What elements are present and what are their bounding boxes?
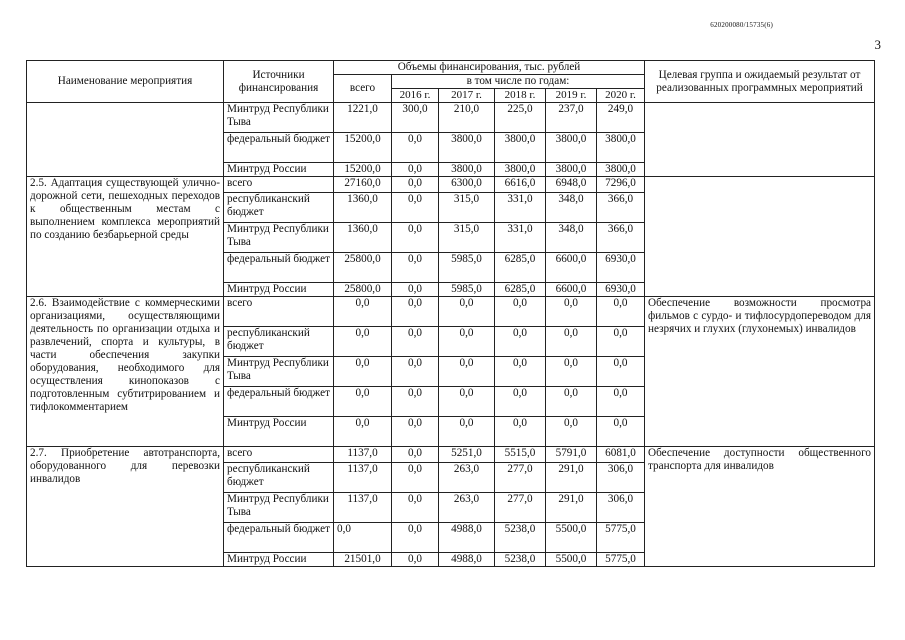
header-source: Источники финансирования [224,61,334,103]
amount-2017: 0,0 [439,417,495,447]
funding-source: Минтруд Республики Тыва [224,357,334,387]
amount-2019: 5791,0 [546,447,597,463]
amount-2018: 6285,0 [495,253,546,283]
amount-2019: 3800,0 [546,163,597,177]
funding-source: всего [224,177,334,193]
amount-2018: 3800,0 [495,133,546,163]
amount-2017: 5985,0 [439,253,495,283]
amount-total: 0,0 [334,327,392,357]
amount-2019: 3800,0 [546,133,597,163]
funding-source: федеральный бюджет [224,253,334,283]
header-year-2016: 2016 г. [392,89,439,103]
funding-source: Минтруд России [224,163,334,177]
amount-2020: 306,0 [597,463,645,493]
amount-2016: 0,0 [392,387,439,417]
funding-source: Минтруд Республики Тыва [224,493,334,523]
amount-2018: 6285,0 [495,283,546,297]
amount-total: 27160,0 [334,177,392,193]
amount-2020: 0,0 [597,357,645,387]
amount-2020: 0,0 [597,387,645,417]
table-header [27,61,875,103]
amount-2017: 4988,0 [439,553,495,567]
amount-total: 1221,0 [334,103,392,133]
document-id: 620200080/15735(6) [710,21,773,29]
amount-total: 0,0 [334,417,392,447]
amount-2018: 331,0 [495,193,546,223]
activity-name: 2.5. Адаптация существующей улично-дорожной сети, пешеходных переходов к общественным местам с выполнением комплекса мероприятий по созданию безбарьерной среды [27,177,224,297]
header-year-2020: 2020 г. [597,89,645,103]
target-result: Обеспечение доступности общественного транспорта для инвалидов [645,447,875,567]
table-row [27,177,875,193]
amount-2017: 263,0 [439,493,495,523]
amount-2017: 315,0 [439,193,495,223]
amount-2017: 6300,0 [439,177,495,193]
funding-source: республиканский бюджет [224,193,334,223]
amount-total: 25800,0 [334,283,392,297]
amount-total: 1137,0 [334,493,392,523]
amount-2016: 0,0 [392,327,439,357]
amount-2019: 0,0 [546,327,597,357]
funding-source: республиканский бюджет [224,463,334,493]
header-by-years: в том числе по годам: [392,75,645,89]
amount-total: 25800,0 [334,253,392,283]
amount-2020: 6081,0 [597,447,645,463]
header-name: Наименование мероприятия [27,61,224,103]
header-year-2019: 2019 г. [546,89,597,103]
funding-source: всего [224,447,334,463]
amount-2020: 0,0 [597,327,645,357]
activity-name: 2.7. Приобретение автотранспорта, оборудованного для перевозки инвалидов [27,447,224,567]
amount-2019: 237,0 [546,103,597,133]
table-row [27,103,875,133]
amount-2020: 366,0 [597,193,645,223]
amount-2020: 7296,0 [597,177,645,193]
amount-2018: 0,0 [495,417,546,447]
amount-2016: 0,0 [392,163,439,177]
amount-2018: 5238,0 [495,553,546,567]
amount-total: 1360,0 [334,223,392,253]
amount-2019: 6600,0 [546,283,597,297]
funding-source: республиканский бюджет [224,327,334,357]
amount-2018: 277,0 [495,493,546,523]
amount-total: 1137,0 [334,463,392,493]
amount-2017: 210,0 [439,103,495,133]
amount-2019: 348,0 [546,193,597,223]
amount-2017: 5985,0 [439,283,495,297]
page-number: 3 [874,37,881,52]
amount-2019: 291,0 [546,493,597,523]
funding-source: федеральный бюджет [224,133,334,163]
amount-total: 0,0 [334,357,392,387]
funding-source: Минтруд России [224,417,334,447]
amount-2016: 0,0 [392,523,439,553]
amount-2016: 0,0 [392,177,439,193]
header-total: всего [334,75,392,103]
funding-source: федеральный бюджет [224,523,334,553]
amount-total: 1137,0 [334,447,392,463]
funding-source: всего [224,297,334,327]
amount-2016: 0,0 [392,133,439,163]
amount-2020: 0,0 [597,417,645,447]
header-year-2018: 2018 г. [495,89,546,103]
amount-2018: 225,0 [495,103,546,133]
amount-2016: 0,0 [392,553,439,567]
amount-2016: 0,0 [392,223,439,253]
amount-2018: 5515,0 [495,447,546,463]
amount-2016: 0,0 [392,357,439,387]
amount-2018: 0,0 [495,357,546,387]
amount-2018: 0,0 [495,327,546,357]
amount-total: 15200,0 [334,163,392,177]
header-year-2017: 2017 г. [439,89,495,103]
amount-total: 21501,0 [334,553,392,567]
amount-2017: 3800,0 [439,133,495,163]
amount-2016: 0,0 [392,447,439,463]
amount-2020: 3800,0 [597,133,645,163]
table-body [27,103,875,567]
amount-2020: 249,0 [597,103,645,133]
table-row [27,447,875,463]
amount-2018: 3800,0 [495,163,546,177]
amount-2019: 0,0 [546,387,597,417]
amount-2016: 0,0 [392,193,439,223]
funding-source: Минтруд России [224,283,334,297]
amount-2017: 0,0 [439,387,495,417]
amount-2018: 6616,0 [495,177,546,193]
amount-2020: 0,0 [597,297,645,327]
amount-2018: 331,0 [495,223,546,253]
amount-2019: 0,0 [546,417,597,447]
amount-total: 15200,0 [334,133,392,163]
amount-2019: 5500,0 [546,553,597,567]
amount-total: 0,0 [334,297,392,327]
amount-2020: 3800,0 [597,163,645,177]
amount-total: 0,0 [334,523,392,553]
amount-2017: 3800,0 [439,163,495,177]
amount-2017: 0,0 [439,297,495,327]
amount-2017: 0,0 [439,357,495,387]
amount-2017: 5251,0 [439,447,495,463]
funding-source: Минтруд Республики Тыва [224,223,334,253]
header-target: Целевая группа и ожидаемый результат от реализованных программных мероприятий [645,61,875,103]
amount-2020: 5775,0 [597,523,645,553]
funding-source: Минтруд России [224,553,334,567]
amount-2018: 0,0 [495,387,546,417]
activity-name [27,103,224,177]
target-result [645,177,875,297]
target-result: Обеспечение возможности просмотра фильмов с сурдо- и тифлосурдопереводом для незрячих и глухих (глухонемых) инвалидов [645,297,875,447]
amount-total: 1360,0 [334,193,392,223]
amount-2017: 0,0 [439,327,495,357]
amount-2016: 0,0 [392,253,439,283]
amount-2019: 348,0 [546,223,597,253]
amount-2016: 0,0 [392,283,439,297]
amount-2019: 0,0 [546,357,597,387]
amount-2018: 277,0 [495,463,546,493]
amount-2019: 0,0 [546,297,597,327]
amount-2017: 4988,0 [439,523,495,553]
amount-2019: 291,0 [546,463,597,493]
amount-2016: 0,0 [392,493,439,523]
amount-total: 0,0 [334,387,392,417]
amount-2017: 315,0 [439,223,495,253]
funding-source: федеральный бюджет [224,387,334,417]
amount-2019: 6600,0 [546,253,597,283]
target-result [645,103,875,177]
funding-source: Минтруд Республики Тыва [224,103,334,133]
amount-2019: 5500,0 [546,523,597,553]
financing-table [26,60,875,567]
amount-2017: 263,0 [439,463,495,493]
header-volumes: Объемы финансирования, тыс. рублей [334,61,645,75]
amount-2020: 366,0 [597,223,645,253]
amount-2018: 0,0 [495,297,546,327]
amount-2020: 6930,0 [597,283,645,297]
amount-2020: 5775,0 [597,553,645,567]
amount-2019: 6948,0 [546,177,597,193]
amount-2016: 0,0 [392,297,439,327]
amount-2020: 306,0 [597,493,645,523]
amount-2018: 5238,0 [495,523,546,553]
amount-2020: 6930,0 [597,253,645,283]
amount-2016: 300,0 [392,103,439,133]
amount-2016: 0,0 [392,463,439,493]
activity-name: 2.6. Взаимодействие с коммерческими организациями, осуществляющими деятельность по организации отдыха и развлечений, спорта и культуры, в части обеспечения закупки оборудования, необходимого для осуществления кинопоказов с подготовленным субтитрированием и тифлокомментарием [27,297,224,447]
table-row [27,297,875,327]
amount-2016: 0,0 [392,417,439,447]
